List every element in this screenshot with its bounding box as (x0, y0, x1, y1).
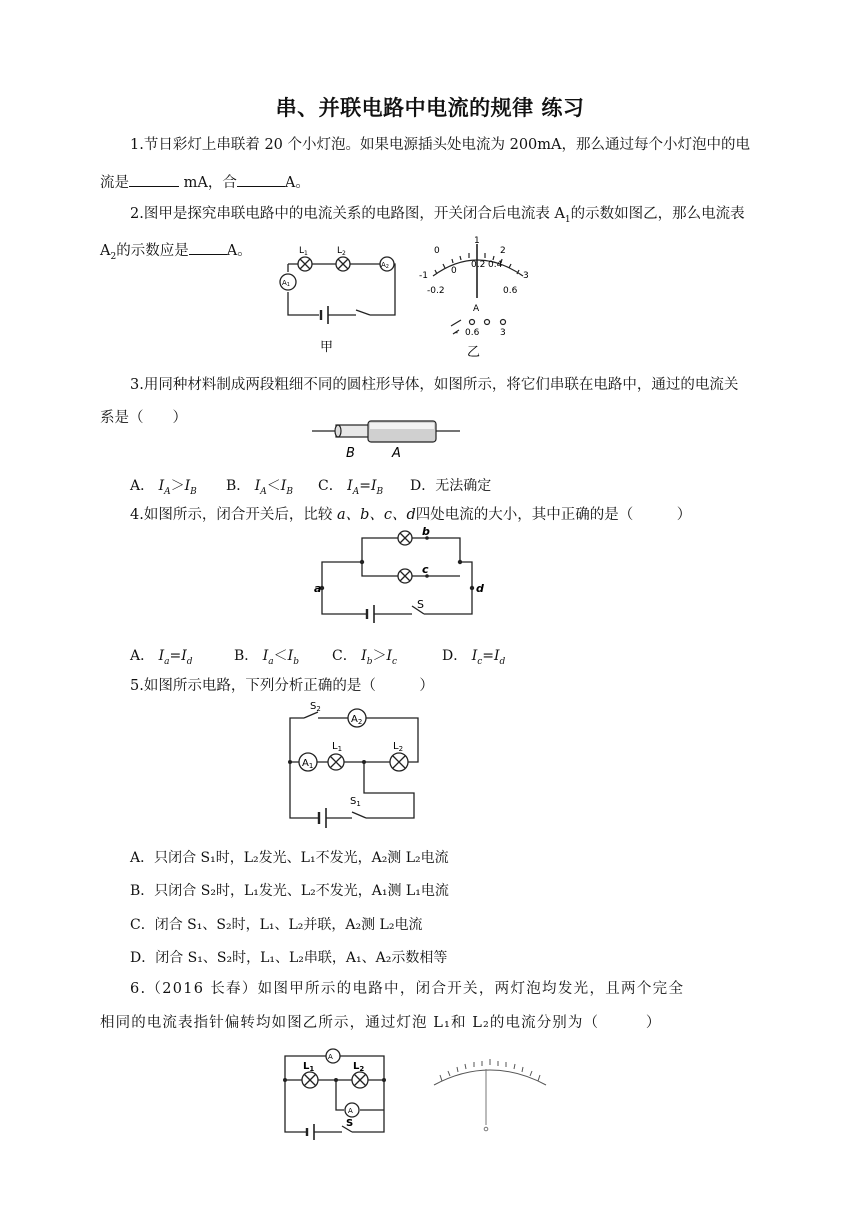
q3-conductor-diagram (312, 420, 460, 462)
q6-line2: 相同的电流表指针偏转均如图乙所示，通过灯泡 L₁和 L₂的电流分别为（ ） (100, 1015, 662, 1031)
q6-l1-label: $L_1$ (303, 1061, 315, 1073)
q2-scale-02: 0.2 (471, 260, 486, 270)
q4-option-c[interactable]: C． $I_b>I_c$ (332, 648, 398, 667)
q3-label-a: A (392, 446, 401, 461)
q2-scale-2: 2 (500, 246, 506, 256)
q5-option-c[interactable]: C．闭合 S₁、S₂时，L₁、L₂并联，A₂测 L₂电流 (130, 917, 423, 933)
q2-fig-jia: 甲 (320, 340, 334, 355)
q2-lamp1-label: $L_1$ (299, 246, 308, 257)
q5-option-b[interactable]: B．只闭合 S₂时，L₁发光、L₂不发光，A₁测 L₁电流 (130, 883, 449, 899)
q2-ammeter-dial (415, 236, 540, 361)
q5-s2-label: $S_2$ (310, 701, 321, 713)
q2-scale-neg1: -1 (419, 271, 428, 281)
q4-circuit-diagram (312, 525, 492, 632)
q2-meter-a2: A2 (381, 261, 389, 270)
q6-ammeter-dial (420, 1055, 560, 1135)
q3-option-c[interactable]: C． $I_A=I_B$ (318, 478, 384, 497)
q2-fig-yi: 乙 (467, 345, 481, 360)
q2-scale-neg02: -0.2 (427, 286, 445, 296)
q3-line2: 系是（ ） (100, 410, 187, 426)
q2-scale-3: 3 (523, 271, 529, 281)
q2-unit: A (473, 304, 480, 314)
q5-a2-label: $A_2$ (351, 714, 363, 726)
q5-option-a[interactable]: A．只闭合 S₁时，L₂发光、L₁不发光，A₂测 L₂电流 (130, 850, 449, 866)
q2-sub-2: 2 (110, 251, 117, 262)
q6-a2-label: A (328, 1053, 333, 1061)
q4-switch-label: S (417, 598, 424, 611)
q2-scale-1: 1 (474, 236, 480, 246)
q4-option-d[interactable]: D． $I_c=I_d$ (442, 648, 506, 667)
q2-text-b: 的示数如图乙，那么电流表 (570, 206, 745, 222)
q5-a1-label: $A_1$ (302, 758, 314, 770)
q2-text-d: 的示数应是 (116, 243, 189, 259)
q6-line1: 6.（2016 长春）如图甲所示的电路中，闭合开关，两灯泡均发光，且两个完全 (130, 981, 685, 997)
q2-terminal-06: 0.6 (465, 328, 480, 338)
q3-label-b: B (346, 446, 355, 461)
q2-scale-0: 0 (434, 246, 440, 256)
q1-text-a: 流是 (100, 175, 129, 191)
q2-circuit-diagram (270, 238, 410, 358)
q1-line2 (100, 172, 310, 191)
q2-lamp2-label: $L_2$ (337, 246, 346, 257)
q2-line1 (130, 207, 745, 225)
q1-text-c: A。 (284, 175, 310, 191)
q2-terminal-neg: - (455, 328, 459, 338)
q5-option-d[interactable]: D．闭合 S₁、S₂时，L₁、L₂串联，A₁、A₂示数相等 (130, 950, 448, 966)
q4-option-b[interactable]: B． $I_a<I_b$ (234, 648, 299, 667)
q1-line1: 1.节日彩灯上串联着 20 个小灯泡。如果电源插头处电流为 200mA，那么通过每个小灯泡中的电 (130, 137, 751, 153)
q4-label-b: b (422, 525, 430, 538)
q2-text-a: 2.图甲是探究串联电路中的电流关系的电路图，开关闭合后电流表 A (130, 206, 565, 222)
q2-sub-1: 1 (564, 214, 571, 225)
q6-circuit-diagram (280, 1044, 395, 1144)
q2-scale-04: 0.4 (488, 260, 503, 270)
q4-label-c: c (422, 563, 429, 576)
q3-option-b[interactable]: B． $I_A<I_B$ (226, 478, 293, 497)
q4-option-a[interactable]: A． $I_a=I_d$ (130, 648, 193, 667)
q2-terminal-3: 3 (500, 328, 506, 338)
q1-blank-2[interactable] (237, 172, 285, 187)
q2-line2 (100, 240, 252, 262)
q6-l2-label: $L_2$ (353, 1061, 365, 1073)
page-title: 串、并联电路中电流的规律 练习 (275, 96, 585, 120)
q1-blank-1[interactable] (129, 172, 179, 187)
q2-scale-06: 0.6 (503, 286, 518, 296)
q2-text-e: A。 (226, 243, 252, 259)
q6-switch-label: S (346, 1118, 354, 1129)
q4-label-d: d (476, 582, 484, 595)
q3-option-a[interactable]: A． $I_A>I_B$ (130, 478, 197, 497)
q4-line1: 4.如图所示，闭合开关后，比较 a、b、c、d四处电流的大小，其中正确的是（ ） (130, 507, 692, 523)
q4-label-a: a (314, 582, 322, 595)
q3-line1: 3.用同种材料制成两段粗细不同的圆柱形导体，如图所示，将它们串联在电路中，通过的电流关 (130, 377, 739, 393)
q3-option-d[interactable]: D．无法确定 (410, 478, 492, 494)
q2-text-c: A (100, 243, 111, 259)
q5-line1: 5.如图所示电路，下列分析正确的是（ ） (130, 678, 434, 694)
q5-l1-label: $L_1$ (332, 741, 343, 753)
q5-l2-label: $L_2$ (393, 741, 404, 753)
q6-a1-label: A (348, 1107, 353, 1115)
q2-scale-mid0: 0 (451, 266, 457, 276)
q2-blank[interactable] (189, 240, 227, 255)
q2-meter-a1: A1 (282, 279, 290, 288)
q5-circuit-diagram (282, 698, 422, 828)
q1-text-b: mA，合 (179, 175, 237, 191)
q5-s1-label: $S_1$ (350, 796, 361, 808)
